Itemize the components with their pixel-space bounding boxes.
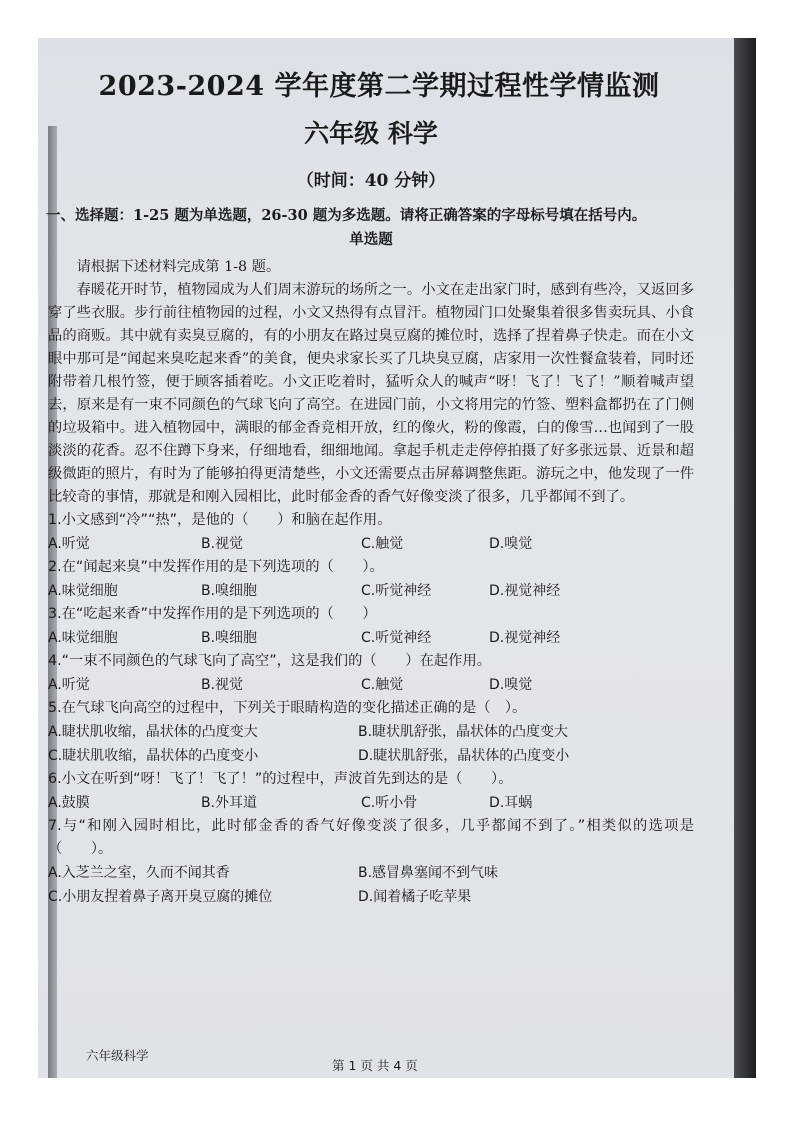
question-7 [48,815,694,909]
option-b: B.睫状肌舒张，晶状体的凸度变大 [358,724,569,740]
exam-title: 2023-2024 学年度第二学期过程性学情监测 [98,71,660,102]
question-5 [48,697,694,768]
option-c: C.听小骨 [361,795,418,811]
option-a: A.入芝兰之室，久而不闻其香 [48,865,230,881]
question-4 [48,650,694,697]
option-a: A.听觉 [48,677,90,693]
option-c: C.听觉神经 [361,630,432,646]
question-stem: 2.在“闻起来臭”中发挥作用的是下列选项的（ ）。 [48,559,384,575]
option-d: D.视觉神经 [489,630,561,646]
question-stem: 5.在气球飞向高空的过程中，下列关于眼睛构造的变化描述正确的是（ ）。 [48,700,527,716]
option-d: D.睫状肌舒张，晶状体的凸度变小 [358,748,570,764]
options-row [48,744,694,768]
question-stem: 1.小文感到“冷”“热”，是他的（ ）和脑在起作用。 [48,512,392,528]
option-c: C.睫状肌收缩，晶状体的凸度变小 [48,748,259,764]
options-row [48,885,694,909]
option-c: C.听觉神经 [361,583,432,599]
option-a: A.听觉 [48,536,90,552]
options-row [48,626,694,650]
options-row [48,791,694,815]
option-d: D.耳蜗 [489,795,533,811]
option-b: B.嗅细胞 [201,630,258,646]
section-subheader: 单选题 [349,231,393,248]
option-b: B.感冒鼻塞闻不到气味 [358,865,499,881]
option-a: A.睫状肌收缩，晶状体的凸度变大 [48,724,258,740]
option-b: B.视觉 [201,536,244,552]
question-1 [48,509,694,556]
option-b: B.嗅细胞 [201,583,258,599]
option-c: C.触觉 [361,677,404,693]
background-edge [734,38,756,1078]
options-row [48,532,694,556]
question-stem: 6.小文在听到“呀！飞了！飞了！”的过程中，声波首先到达的是（ ）。 [48,771,513,787]
option-b: B.外耳道 [201,795,258,811]
options-row [48,579,694,603]
material-intro: 请根据下述材料完成第 1-8 题。 [76,259,281,275]
option-c: C.触觉 [361,536,404,552]
exam-time: （时间：40 分钟） [296,171,446,191]
question-stem: 3.在“吃起来香”中发挥作用的是下列选项的（ ） [48,606,377,622]
exam-page [48,70,694,909]
options-row [48,720,694,744]
footer-subject: 六年级科学 [86,1048,149,1063]
option-d: D.视觉神经 [489,583,561,599]
option-d: D.嗅觉 [489,536,533,552]
options-row [48,861,694,885]
option-b: B.视觉 [201,677,244,693]
section-header: 一、选择题：1-25 题为单选题，26-30 题为多选题。请将正确答案的字母标号填在括号内。 [46,207,647,224]
reading-passage: 春暖花开时节，植物园成为人们周末游玩的场所之一。小文在走出家门时，感到有些冷，又返回多穿了些衣服。步行前往植物园的过程，小文又热得有点冒汗。植物园门口处聚集着很多售卖玩具、小食品的商贩。其中就有卖臭豆腐的，有的小朋友在路过臭豆腐的摊位时，选择了捏着鼻子快走。而在小文眼中那可是“闻起来臭吃起来香”的美食，便央求家长买了几块臭豆腐，店家用一次性餐盒装着，同时还附带着几根竹签，便于顾客插着吃。小文正吃着时，猛听众人的喊声“呀！飞了！飞了！”顺着喊声望去，原来是有一束不同颜色的气球飞向了高空。在进园门前，小文将用完的竹签、塑料盒都扔在了门侧的垃圾箱中。进入植物园中，满眼的郁金香竞相开放，红的像火，粉的像霞，白的像雪…也闻到了一股淡淡的花香。忍不住蹲下身来，仔细地看，细细地闻。拿起手机走走停停拍摄了好多张远景、近景和超级微距的照片，有时为了能够拍得更清楚些，小文还需要点击屏幕调整焦距。游玩之中，他发现了一件比较奇的事情，那就是和刚入园相比，此时郁金香的香气好像变淡了很多，几乎都闻不到了。 [48,282,694,505]
options-row [48,673,694,697]
question-6 [48,768,694,815]
question-2 [48,556,694,603]
question-3 [48,603,694,650]
exam-subtitle: 六年级 科学 [304,119,438,148]
question-stem: 4.“一束不同颜色的气球飞向了高空”，这是我们的（ ）在起作用。 [48,653,492,669]
option-a: A.味觉细胞 [48,630,118,646]
question-stem: 7.与“和刚入园时相比，此时郁金香的香气好像变淡了很多，几乎都闻不到了。”相类似的选项是（ ）。 [48,818,694,857]
option-a: A.鼓膜 [48,795,90,811]
option-d: D.嗅觉 [489,677,533,693]
footer-page-number: 第 1 页 共 4 页 [332,1058,418,1073]
option-d: D.闻着橘子吃苹果 [358,889,472,905]
option-c: C.小朋友捏着鼻子离开臭豆腐的摊位 [48,889,273,905]
option-a: A.味觉细胞 [48,583,118,599]
